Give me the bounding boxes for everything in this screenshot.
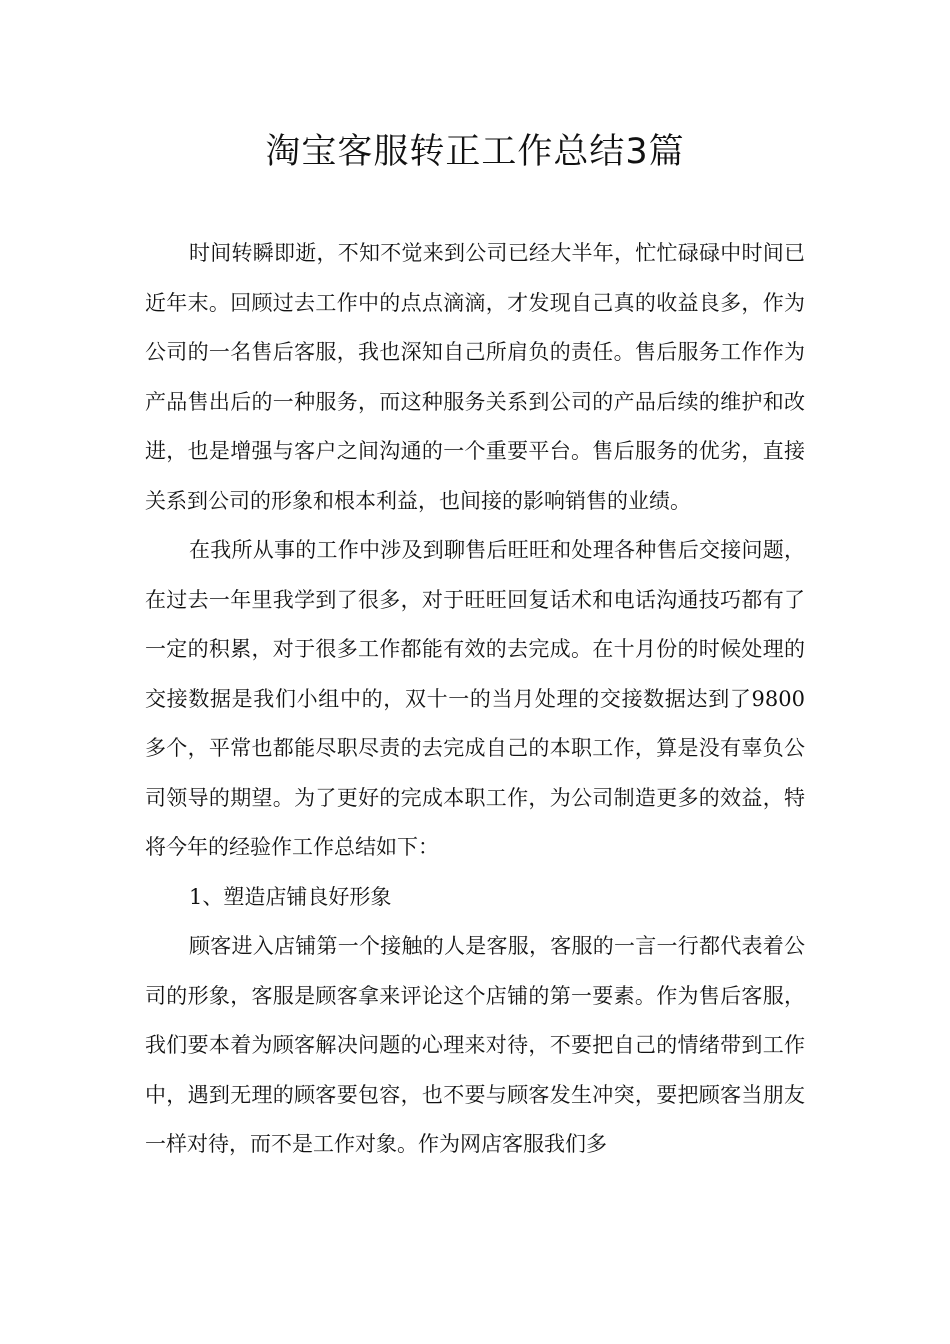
document-body	[145, 229, 805, 1170]
paragraph-intro: 时间转瞬即逝，不知不觉来到公司已经大半年，忙忙碌碌中时间已近年末。回顾过去工作中的点点滴滴，才发现自己真的收益良多，作为公司的一名售后客服，我也深知自己所肩负的责任。售后服务工作作为产品售出后的一种服务，而这种服务关系到公司的产品后续的维护和改进，也是增强与客户之间沟通的一个重要平台。售后服务的优劣，直接关系到公司的形象和根本利益，也间接的影响销售的业绩。	[145, 241, 805, 513]
section-heading-1: 1、塑造店铺良好形象	[189, 884, 392, 909]
paragraph-work-summary: 在我所从事的工作中涉及到聊售后旺旺和处理各种售后交接问题，在过去一年里我学到了很多，对于旺旺回复话术和电话沟通技巧都有了一定的积累，对于很多工作都能有效的去完成。在十月份的时候处理的交接数据是我们小组中的，双十一的当月处理的交接数据达到了9800多个，平常也都能尽职尽责的去完成自己的本职工作，算是没有辜负公司领导的期望。为了更好的完成本职工作，为公司制造更多的效益，特将今年的经验作工作总结如下：	[145, 538, 805, 859]
document-title: 淘宝客服转正工作总结3篇	[265, 132, 685, 172]
paragraph-store-image: 顾客进入店铺第一个接触的人是客服，客服的一言一行都代表着公司的形象，客服是顾客拿来评论这个店铺的第一要素。作为售后客服，我们要本着为顾客解决问题的心理来对待，不要把自己的情绪带到工作中，遇到无理的顾客要包容，也不要与顾客发生冲突，要把顾客当朋友一样对待，而不是工作对象。作为网店客服我们多	[145, 934, 805, 1156]
